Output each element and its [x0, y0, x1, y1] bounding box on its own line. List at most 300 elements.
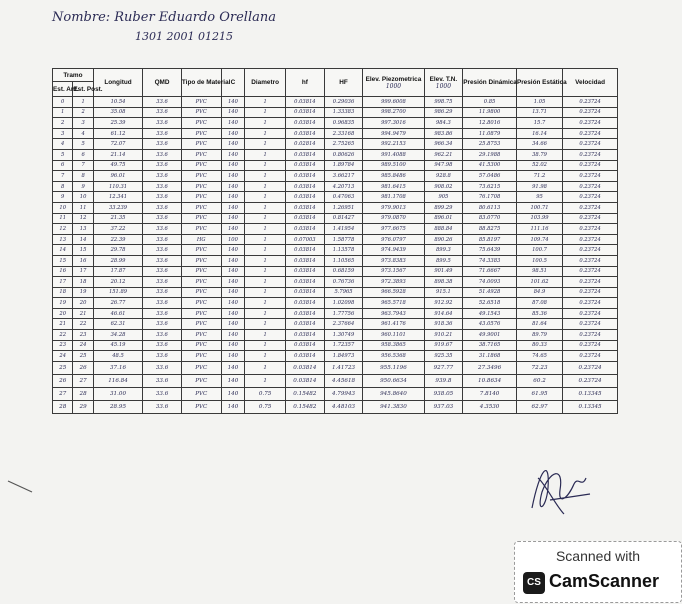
- cell-longitud: 49.75: [93, 160, 142, 171]
- cell-c: 140: [221, 213, 245, 224]
- cell-elev-piezometrica: 998.2700: [363, 107, 424, 118]
- cell-velocidad: 0.13345: [563, 387, 618, 400]
- cell-diametro: 1: [245, 351, 286, 362]
- cell-hf: 0.03814: [286, 351, 325, 362]
- col-header-tipo-material: Tipo de Material: [181, 69, 221, 97]
- cell-elev-piezometrica: 974.9439: [363, 245, 424, 256]
- cell-velocidad: 0.23724: [563, 224, 618, 235]
- cell-tipo-material: PVC: [181, 171, 221, 182]
- table-row: [53, 160, 618, 171]
- cell-presion-estatica: 101.62: [516, 277, 562, 288]
- cell-est-ant: 28: [53, 400, 73, 413]
- table-row: [53, 234, 618, 245]
- cell-est-post: 27: [73, 374, 93, 387]
- cell-c: 140: [221, 192, 245, 203]
- cell-tipo-material: PVC: [181, 308, 221, 319]
- cell-longitud: 25.39: [93, 118, 142, 129]
- cell-velocidad: 0.23724: [563, 266, 618, 277]
- cell-longitud: 96.01: [93, 171, 142, 182]
- cell-presion-estatica: 85.36: [516, 308, 562, 319]
- cell-hf: 0.03814: [286, 287, 325, 298]
- cell-elev-tn: 998.75: [424, 97, 463, 108]
- cell-velocidad: 0.23724: [563, 340, 618, 351]
- cell-hf: 0.03814: [286, 118, 325, 129]
- cell-diametro: 1: [245, 330, 286, 341]
- cell-diametro: 0.75: [245, 387, 286, 400]
- cell-diametro: 1: [245, 374, 286, 387]
- cell-longitud: 35.08: [93, 107, 142, 118]
- cell-elev-piezometrica: 976.0797: [363, 234, 424, 245]
- cell-qmd: 33.6: [143, 400, 182, 413]
- cell-presion-estatica: 80.33: [516, 340, 562, 351]
- cell-qmd: 33.6: [143, 287, 182, 298]
- cell-hf: 0.03814: [286, 149, 325, 160]
- table-row: [53, 128, 618, 139]
- cell-est-post: 2: [73, 107, 93, 118]
- cell-diametro: 1: [245, 308, 286, 319]
- cell-elev-tn: 888.84: [424, 224, 463, 235]
- cell-velocidad: 0.23724: [563, 149, 618, 160]
- camscanner-logo-icon: CS: [523, 572, 545, 594]
- cell-qmd: 33.6: [143, 139, 182, 150]
- cell-hf: 0.03814: [286, 160, 325, 171]
- cell-c: 140: [221, 139, 245, 150]
- cell-HF: 1.02098: [324, 298, 363, 309]
- cell-velocidad: 0.23724: [563, 308, 618, 319]
- cell-HF: 4.48103: [324, 400, 363, 413]
- cell-presion-dinamica: 71.6667: [463, 266, 517, 277]
- cell-presion-dinamica: 41.5300: [463, 160, 517, 171]
- cell-tipo-material: PVC: [181, 330, 221, 341]
- cell-est-post: 17: [73, 266, 93, 277]
- cell-elev-tn: 908.02: [424, 181, 463, 192]
- cell-longitud: 10.54: [93, 97, 142, 108]
- cell-c: 140: [221, 224, 245, 235]
- cell-hf: 0.03814: [286, 319, 325, 330]
- cell-HF: 3.66217: [324, 171, 363, 182]
- cell-hf: 0.03814: [286, 97, 325, 108]
- cell-elev-tn: 914.64: [424, 308, 463, 319]
- cell-est-ant: 6: [53, 160, 73, 171]
- cell-est-post: 7: [73, 160, 93, 171]
- cell-qmd: 33.6: [143, 160, 182, 171]
- col-header-HF: HF: [324, 69, 363, 97]
- cell-presion-dinamica: 85.8197: [463, 234, 517, 245]
- cell-longitud: 110.31: [93, 181, 142, 192]
- cell-longitud: 20.12: [93, 277, 142, 288]
- cell-est-ant: 22: [53, 330, 73, 341]
- table-row: [53, 181, 618, 192]
- cell-c: 140: [221, 374, 245, 387]
- cell-c: 140: [221, 351, 245, 362]
- cell-hf: 0.03814: [286, 107, 325, 118]
- table-row: [53, 287, 618, 298]
- cell-hf: 0.03814: [286, 298, 325, 309]
- cell-elev-tn: 947.98: [424, 160, 463, 171]
- col-header-presion-estatica: Presión Estática: [516, 69, 562, 97]
- cell-diametro: 1: [245, 192, 286, 203]
- cell-elev-piezometrica: 981.6415: [363, 181, 424, 192]
- table-row: [53, 224, 618, 235]
- cell-hf: 0.15482: [286, 387, 325, 400]
- cell-est-ant: 2: [53, 118, 73, 129]
- cell-velocidad: 0.23724: [563, 202, 618, 213]
- cell-presion-estatica: 87.08: [516, 298, 562, 309]
- elev-tn-label: Elev. T.N.: [429, 75, 458, 83]
- cell-hf: 0.03814: [286, 245, 325, 256]
- cell-est-ant: 16: [53, 266, 73, 277]
- table-row: [53, 277, 618, 288]
- cell-qmd: 33.6: [143, 308, 182, 319]
- col-header-c: C: [221, 69, 245, 97]
- cell-HF: 1.10565: [324, 255, 363, 266]
- cell-c: 140: [221, 202, 245, 213]
- cell-est-post: 15: [73, 245, 93, 256]
- cell-elev-piezometrica: 973.1567: [363, 266, 424, 277]
- cell-qmd: 33.6: [143, 351, 182, 362]
- cell-HF: 1.58778: [324, 234, 363, 245]
- cell-diametro: 1: [245, 171, 286, 182]
- cell-HF: 1.72357: [324, 340, 363, 351]
- cell-longitud: 26.77: [93, 298, 142, 309]
- cell-qmd: 33.6: [143, 298, 182, 309]
- cell-c: 140: [221, 181, 245, 192]
- col-header-longitud: Longitud: [93, 69, 142, 97]
- cell-est-post: 14: [73, 234, 93, 245]
- cell-c: 140: [221, 255, 245, 266]
- cell-est-ant: 26: [53, 374, 73, 387]
- cell-c: 140: [221, 160, 245, 171]
- cell-velocidad: 0.23724: [563, 118, 618, 129]
- cell-elev-piezometrica: 960.1101: [363, 330, 424, 341]
- cell-longitud: 21.14: [93, 149, 142, 160]
- cell-qmd: 33.6: [143, 107, 182, 118]
- cell-HF: 0.68159: [324, 266, 363, 277]
- cell-elev-piezometrica: 973.8383: [363, 255, 424, 266]
- cell-tipo-material: PVC: [181, 255, 221, 266]
- cell-diametro: 1: [245, 319, 286, 330]
- cell-est-ant: 15: [53, 255, 73, 266]
- table-row: [53, 213, 618, 224]
- cell-c: 140: [221, 361, 245, 374]
- cell-HF: 2.33168: [324, 128, 363, 139]
- cell-est-post: 16: [73, 255, 93, 266]
- cell-est-post: 12: [73, 213, 93, 224]
- cell-est-post: 25: [73, 351, 93, 362]
- cell-est-post: 20: [73, 298, 93, 309]
- cell-qmd: 33.6: [143, 255, 182, 266]
- table-row: [53, 319, 618, 330]
- table-row: [53, 245, 618, 256]
- cell-est-ant: 19: [53, 298, 73, 309]
- table-row: [53, 139, 618, 150]
- cell-tipo-material: PVC: [181, 387, 221, 400]
- cell-velocidad: 0.23724: [563, 139, 618, 150]
- camscanner-brand: CamScanner: [549, 571, 660, 591]
- cell-HF: 1.13578: [324, 245, 363, 256]
- cell-longitud: 45.19: [93, 340, 142, 351]
- cell-velocidad: 0.23724: [563, 374, 618, 387]
- cell-presion-dinamica: 76.1708: [463, 192, 517, 203]
- cell-elev-piezometrica: 963.7943: [363, 308, 424, 319]
- cell-diametro: 1: [245, 245, 286, 256]
- cell-elev-tn: 899.29: [424, 202, 463, 213]
- cell-elev-piezometrica: 958.3865: [363, 340, 424, 351]
- cell-presion-estatica: 91.98: [516, 181, 562, 192]
- cell-presion-dinamica: 31.1868: [463, 351, 517, 362]
- cell-presion-dinamica: 11.9800: [463, 107, 517, 118]
- table-row: [53, 400, 618, 413]
- cell-elev-tn: 899.3: [424, 245, 463, 256]
- cell-presion-estatica: 98.51: [516, 266, 562, 277]
- cell-presion-dinamica: 4.3530: [463, 400, 517, 413]
- cell-longitud: 22.39: [93, 234, 142, 245]
- cell-tipo-material: PVC: [181, 128, 221, 139]
- cell-c: 140: [221, 107, 245, 118]
- cell-presion-estatica: 100.7: [516, 245, 562, 256]
- cell-presion-dinamica: 27.3496: [463, 361, 517, 374]
- cell-presion-estatica: 1.05: [516, 97, 562, 108]
- cell-qmd: 33.6: [143, 171, 182, 182]
- cell-velocidad: 0.23724: [563, 287, 618, 298]
- cell-est-post: 29: [73, 400, 93, 413]
- cell-qmd: 33.6: [143, 266, 182, 277]
- cell-hf: 0.03814: [286, 308, 325, 319]
- cell-tipo-material: PVC: [181, 181, 221, 192]
- cell-longitud: 21.35: [93, 213, 142, 224]
- cell-est-post: 4: [73, 128, 93, 139]
- table-row: [53, 149, 618, 160]
- cell-tipo-material: PVC: [181, 245, 221, 256]
- cell-HF: 2.37664: [324, 319, 363, 330]
- cell-presion-estatica: 81.64: [516, 319, 562, 330]
- cell-longitud: 28.95: [93, 400, 142, 413]
- cell-est-post: 24: [73, 340, 93, 351]
- cell-diametro: 1: [245, 234, 286, 245]
- cell-elev-piezometrica: 991.4088: [363, 149, 424, 160]
- cell-presion-estatica: 109.74: [516, 234, 562, 245]
- cell-presion-dinamica: 74.3383: [463, 255, 517, 266]
- cell-presion-dinamica: 83.0770: [463, 213, 517, 224]
- cell-presion-estatica: 72.23: [516, 361, 562, 374]
- cell-HF: 1.41954: [324, 224, 363, 235]
- cell-velocidad: 0.23724: [563, 171, 618, 182]
- cell-elev-tn: 901.49: [424, 266, 463, 277]
- cell-elev-tn: 905: [424, 192, 463, 203]
- cell-presion-estatica: 62.97: [516, 400, 562, 413]
- cell-diametro: 0.75: [245, 400, 286, 413]
- cell-HF: 0.76736: [324, 277, 363, 288]
- col-header-elev-piezometrica: [363, 69, 424, 97]
- cell-tipo-material: PVC: [181, 340, 221, 351]
- cell-velocidad: 0.23724: [563, 319, 618, 330]
- cell-longitud: 116.84: [93, 374, 142, 387]
- cell-tipo-material: PVC: [181, 361, 221, 374]
- cell-hf: 0.03814: [286, 255, 325, 266]
- cell-diametro: 1: [245, 128, 286, 139]
- col-header-velocidad: Velocidad: [563, 69, 618, 97]
- cell-c: 140: [221, 287, 245, 298]
- cell-presion-dinamica: 11.0879: [463, 128, 517, 139]
- cell-presion-estatica: 60.2: [516, 374, 562, 387]
- cell-tipo-material: PVC: [181, 298, 221, 309]
- cell-qmd: 33.6: [143, 340, 182, 351]
- col-header-hf: hf: [286, 69, 325, 97]
- cell-elev-piezometrica: 972.3893: [363, 277, 424, 288]
- cell-hf: 0.03814: [286, 213, 325, 224]
- cell-elev-tn: 937.03: [424, 400, 463, 413]
- cell-hf: 0.03814: [286, 181, 325, 192]
- cell-presion-dinamica: 57.0486: [463, 171, 517, 182]
- elev-piezo-sub: 1000: [385, 82, 402, 90]
- cell-elev-piezometrica: 977.6675: [363, 224, 424, 235]
- cell-tipo-material: PVC: [181, 287, 221, 298]
- cell-c: 140: [221, 308, 245, 319]
- cell-elev-piezometrica: 981.1708: [363, 192, 424, 203]
- cell-diametro: 1: [245, 160, 286, 171]
- cell-hf: 0.03814: [286, 171, 325, 182]
- cell-tipo-material: PVC: [181, 266, 221, 277]
- cell-diametro: 1: [245, 224, 286, 235]
- cell-elev-piezometrica: 955.1196: [363, 361, 424, 374]
- student-id: 1301 2001 01215: [135, 30, 233, 43]
- cell-HF: 1.84973: [324, 351, 363, 362]
- cell-hf: 0.03814: [286, 277, 325, 288]
- cell-tipo-material: PVC: [181, 97, 221, 108]
- cell-HF: 0.47063: [324, 192, 363, 203]
- cell-presion-estatica: 89.79: [516, 330, 562, 341]
- cell-elev-piezometrica: 994.9479: [363, 128, 424, 139]
- cell-elev-tn: 890.26: [424, 234, 463, 245]
- cell-presion-estatica: 61.95: [516, 387, 562, 400]
- cell-HF: 4.79943: [324, 387, 363, 400]
- cell-longitud: 72.07: [93, 139, 142, 150]
- cell-HF: 1.30749: [324, 330, 363, 341]
- cell-elev-tn: 918.36: [424, 319, 463, 330]
- cell-presion-estatica: 34.66: [516, 139, 562, 150]
- cell-elev-piezometrica: 945.8640: [363, 387, 424, 400]
- cell-presion-dinamica: 51.4928: [463, 287, 517, 298]
- cell-HF: 0.29036: [324, 97, 363, 108]
- table-row: [53, 387, 618, 400]
- cell-hf: 0.03814: [286, 266, 325, 277]
- cell-presion-dinamica: 80.6113: [463, 202, 517, 213]
- cell-c: 140: [221, 340, 245, 351]
- cell-est-post: 26: [73, 361, 93, 374]
- cell-elev-tn: 899.5: [424, 255, 463, 266]
- cell-elev-tn: 986.29: [424, 107, 463, 118]
- cell-presion-estatica: 100.71: [516, 202, 562, 213]
- cell-est-post: 28: [73, 387, 93, 400]
- cell-c: 140: [221, 245, 245, 256]
- cell-tipo-material: PVC: [181, 192, 221, 203]
- col-header-est-post: Est. Post.: [73, 82, 93, 97]
- cell-HF: 1.26951: [324, 202, 363, 213]
- cell-elev-piezometrica: 950.6634: [363, 374, 424, 387]
- cell-c: 140: [221, 330, 245, 341]
- cell-longitud: 34.28: [93, 330, 142, 341]
- cell-presion-dinamica: 25.8753: [463, 139, 517, 150]
- cell-diametro: 1: [245, 107, 286, 118]
- cell-presion-estatica: 71.2: [516, 171, 562, 182]
- cell-diametro: 1: [245, 213, 286, 224]
- cell-tipo-material: PVC: [181, 149, 221, 160]
- table-row: [53, 298, 618, 309]
- cell-est-post: 13: [73, 224, 93, 235]
- cell-diametro: 1: [245, 277, 286, 288]
- cell-elev-tn: 983.86: [424, 128, 463, 139]
- cell-elev-piezometrica: 989.5100: [363, 160, 424, 171]
- cell-tipo-material: PVC: [181, 374, 221, 387]
- cell-c: 140: [221, 277, 245, 288]
- cell-diametro: 1: [245, 266, 286, 277]
- cell-elev-piezometrica: 997.3016: [363, 118, 424, 129]
- cell-qmd: 33.6: [143, 374, 182, 387]
- cell-HF: 1.77756: [324, 308, 363, 319]
- cell-est-ant: 25: [53, 361, 73, 374]
- cell-hf: 0.03814: [286, 224, 325, 235]
- cell-presion-dinamica: 52.6518: [463, 298, 517, 309]
- cell-longitud: 151.89: [93, 287, 142, 298]
- cell-velocidad: 0.23724: [563, 160, 618, 171]
- cell-presion-estatica: 13.71: [516, 107, 562, 118]
- cell-presion-estatica: 15.7: [516, 118, 562, 129]
- cell-est-ant: 9: [53, 192, 73, 203]
- cell-presion-estatica: 95: [516, 192, 562, 203]
- cell-presion-dinamica: 74.0093: [463, 277, 517, 288]
- cell-presion-dinamica: 10.8634: [463, 374, 517, 387]
- cell-longitud: 62.31: [93, 319, 142, 330]
- cell-est-post: 19: [73, 287, 93, 298]
- cell-qmd: 33.6: [143, 97, 182, 108]
- cell-presion-dinamica: 73.6215: [463, 181, 517, 192]
- cell-qmd: 33.6: [143, 149, 182, 160]
- cell-presion-dinamica: 29.1988: [463, 149, 517, 160]
- cell-c: 140: [221, 149, 245, 160]
- table-row: [53, 255, 618, 266]
- cell-est-ant: 8: [53, 181, 73, 192]
- cell-est-ant: 1: [53, 107, 73, 118]
- cell-elev-tn: 910.21: [424, 330, 463, 341]
- cell-est-ant: 5: [53, 149, 73, 160]
- cell-qmd: 33.6: [143, 202, 182, 213]
- cell-presion-estatica: 103.99: [516, 213, 562, 224]
- table-row: [53, 192, 618, 203]
- table-row: [53, 118, 618, 129]
- cell-hf: 0.03814: [286, 361, 325, 374]
- cell-tipo-material: PVC: [181, 351, 221, 362]
- cell-diametro: 1: [245, 202, 286, 213]
- cell-c: 140: [221, 387, 245, 400]
- cell-presion-estatica: 74.65: [516, 351, 562, 362]
- cell-diametro: 1: [245, 255, 286, 266]
- cell-qmd: 33.6: [143, 319, 182, 330]
- cell-elev-piezometrica: 979.0870: [363, 213, 424, 224]
- table-row: [53, 351, 618, 362]
- cell-tipo-material: PVC: [181, 400, 221, 413]
- cell-hf: 0.15482: [286, 400, 325, 413]
- cell-longitud: 12.341: [93, 192, 142, 203]
- cell-HF: 1.89784: [324, 160, 363, 171]
- cell-tipo-material: PVC: [181, 160, 221, 171]
- cell-qmd: 33.6: [143, 361, 182, 374]
- cell-velocidad: 0.23724: [563, 192, 618, 203]
- cell-elev-piezometrica: 941.3830: [363, 400, 424, 413]
- cell-qmd: 33.6: [143, 213, 182, 224]
- cell-est-post: 1: [73, 97, 93, 108]
- cell-hf: 0.07003: [286, 234, 325, 245]
- cell-velocidad: 0.23724: [563, 245, 618, 256]
